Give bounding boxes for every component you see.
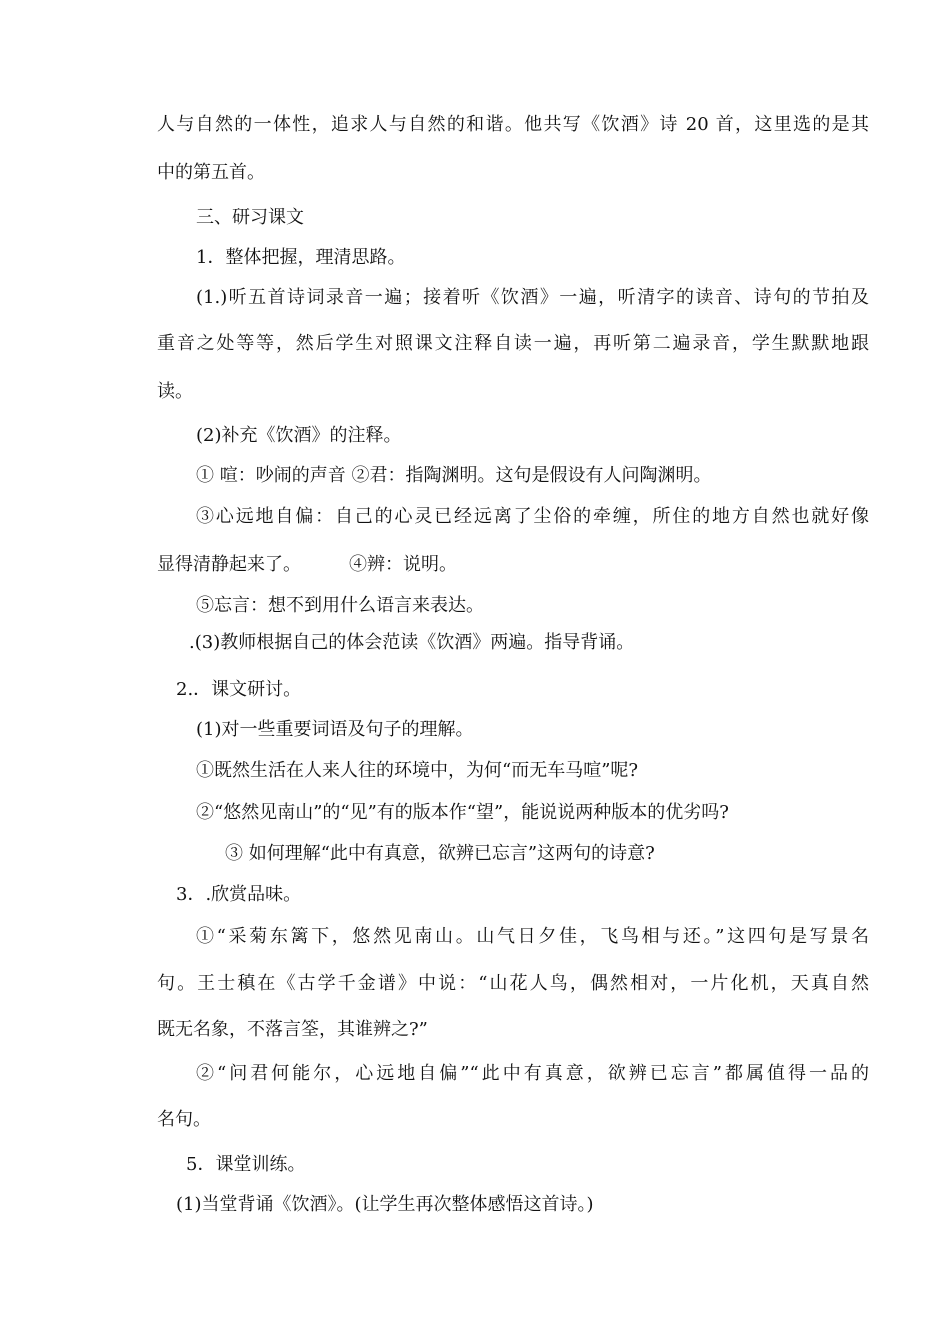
paragraph-line: 显得清静起来了。 bbox=[157, 554, 301, 575]
list-item: ① 喧：吵闹的声音 ②君：指陶渊明。这句是假设有人问陶渊明。 bbox=[196, 465, 712, 486]
list-item: .(3)教师根据自己的体会范读《饮酒》两遍。指导背诵。 bbox=[189, 632, 635, 653]
subsection-heading: 2.．课文研讨。 bbox=[176, 679, 302, 700]
list-item: (1)对一些重要词语及句子的理解。 bbox=[196, 719, 474, 740]
paragraph-line: 名句。 bbox=[157, 1109, 211, 1130]
paragraph-line: ③心远地自偏：自己的心灵已经远离了尘俗的牵缠，所住的地方自然也就好像 bbox=[196, 506, 869, 527]
paragraph-line: 既无名象，不落言筌，其谁辨之?” bbox=[157, 1019, 428, 1040]
subsection-heading: 5．课堂训练。 bbox=[186, 1154, 306, 1175]
paragraph-line: (1.)听五首诗词录音一遍；接着听《饮酒》一遍，听清字的读音、诗句的节拍及 bbox=[196, 287, 869, 308]
paragraph-line: ④辨：说明。 bbox=[349, 554, 457, 575]
list-item: ①既然生活在人来人往的环境中，为何“而无车马喧”呢? bbox=[196, 760, 639, 781]
list-item: (1)当堂背诵《饮酒》。(让学生再次整体感悟这首诗。) bbox=[176, 1194, 594, 1215]
paragraph-line: 重音之处等等，然后学生对照课文注释自读一遍，再听第二遍录音，学生默默地跟 bbox=[157, 333, 869, 354]
subsection-heading: 1．整体把握，理清思路。 bbox=[196, 247, 406, 268]
paragraph-line: 句。王士稹在《古学千金谱》中说：“山花人鸟，偶然相对，一片化机，天真自然 bbox=[157, 973, 869, 994]
paragraph-line: 读。 bbox=[157, 381, 193, 402]
subsection-heading: 3．.欣赏品味。 bbox=[176, 884, 302, 905]
paragraph-line: ①“采菊东篱下，悠然见南山。山气日夕佳，飞鸟相与还。”这四句是写景名 bbox=[196, 926, 869, 947]
list-item: (2)补充《饮酒》的注释。 bbox=[196, 425, 402, 446]
list-item: ②“悠然见南山”的“见”有的版本作“望”，能说说两种版本的优劣吗? bbox=[196, 802, 729, 823]
list-item: ③ 如何理解“此中有真意，欲辨已忘言”这两句的诗意? bbox=[225, 843, 655, 864]
paragraph-line: 人与自然的一体性，追求人与自然的和谐。他共写《饮酒》诗 20 首，这里选的是其 bbox=[157, 114, 869, 135]
section-heading: 三、研习课文 bbox=[196, 207, 304, 228]
paragraph-line: 中的第五首。 bbox=[157, 162, 265, 183]
paragraph-line: ②“问君何能尔，心远地自偏”“此中有真意，欲辨已忘言”都属值得一品的 bbox=[196, 1063, 869, 1084]
list-item: ⑤忘言：想不到用什么语言来表达。 bbox=[196, 595, 484, 616]
